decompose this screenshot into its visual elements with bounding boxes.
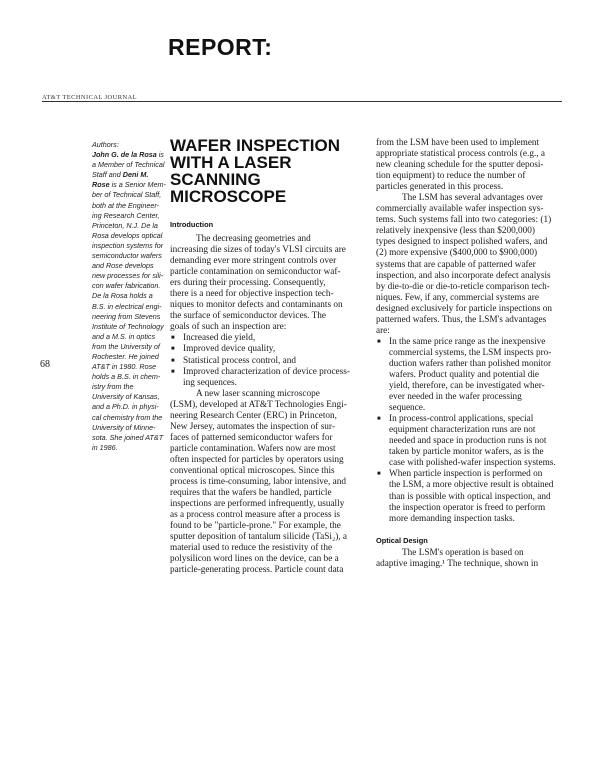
- author-bio-text: and a M.S. in optics: [92, 331, 156, 341]
- report-heading: REPORT:: [168, 34, 273, 60]
- author-bio: [92, 150, 167, 453]
- author-bio-line: [92, 312, 167, 322]
- goals-list: [170, 333, 370, 388]
- list-item-line: ■ Increased die yield,: [183, 333, 256, 344]
- text-line: systems that are capable of patterned wafer: [376, 259, 536, 270]
- text-line: relatively inexpensive (less than $200,000): [376, 226, 536, 237]
- author-bio-line: [92, 211, 167, 221]
- list-item-line: commercial systems, the LSM inspects pro-: [389, 347, 552, 358]
- list-item: [376, 414, 571, 469]
- author-bio-text: neering from Stevens: [92, 311, 161, 321]
- author-bio-line: [92, 382, 167, 392]
- text-line: types designed to inspect polished wafers, and: [376, 237, 548, 248]
- column-left: [170, 219, 370, 576]
- author-name: John G. de la Rosa: [92, 150, 157, 160]
- text-line: the surface of semiconductor devices. The: [170, 311, 326, 322]
- author-bio-text: University of Kansas,: [92, 392, 160, 402]
- author-bio-line: [92, 180, 167, 190]
- author-sidebar: [92, 140, 167, 453]
- text-line: particles generated in this process.: [376, 182, 504, 193]
- list-item-line: taken by particle monitor wafers, as is the: [389, 447, 544, 458]
- author-bio-line: [92, 251, 167, 261]
- list-item-line: more demanding inspection tasks.: [389, 513, 515, 524]
- text-line: appropriate statistical process controls (e.g., a: [376, 149, 546, 160]
- list-item-line: ■ In the same price range as the inexpensive: [389, 336, 546, 347]
- author-bio-text: B.S. in electrical engi-: [92, 301, 162, 311]
- text-line: particle contamination. Wafers now are most: [170, 443, 336, 454]
- text-line: often inspected for particles by operators using: [170, 454, 344, 465]
- text-line: particle contamination on semiconductor waf-: [170, 267, 341, 278]
- author-bio-line: [92, 241, 167, 251]
- page-number: 68: [40, 359, 50, 370]
- text-line: are:: [376, 325, 390, 336]
- author-name: Deni M.: [122, 170, 149, 180]
- header-rule: [42, 101, 562, 102]
- author-bio-line: [92, 190, 167, 200]
- authors-heading: Authors:: [92, 140, 119, 149]
- author-bio-text: con wafer fabrication.: [92, 281, 161, 291]
- author-bio-line: [92, 362, 167, 372]
- list-item: [170, 367, 370, 389]
- text-line: particle-generating process. Particle count data: [170, 565, 344, 576]
- intro-paragraph: [170, 234, 370, 333]
- text-line: (2) more expensive ($400,000 to $900,000): [376, 248, 538, 259]
- author-bio-line: [92, 322, 167, 332]
- author-bio-line: [92, 271, 167, 281]
- list-item: [170, 344, 370, 355]
- text-line: process is time-consuming, labor intensive, and: [170, 477, 346, 488]
- author-bio-line: [92, 413, 167, 423]
- list-item: [376, 337, 571, 414]
- list-item-line: yield, therefore, can be investigated wher-: [389, 381, 545, 392]
- author-bio-line: [92, 231, 167, 241]
- author-bio-text: inspection systems for: [92, 240, 164, 250]
- author-bio-text: sota. She joined AT&T: [92, 432, 164, 442]
- text-line: demanding ever more stringent controls over: [170, 256, 337, 267]
- text-line: The decreasing geometries and: [196, 234, 311, 244]
- author-bio-text: is: [156, 150, 164, 160]
- text-line: niques to monitor defects and contaminants on: [170, 300, 343, 311]
- text-line: there is a need for objective inspection tech-: [170, 289, 334, 300]
- text-line: ers during their processing. Consequently,: [170, 278, 326, 289]
- list-item-line: ■ Statistical process control, and: [183, 355, 297, 366]
- text-line: material used to reduce the resistivity of the: [170, 543, 333, 554]
- advantages-paragraph: [376, 193, 571, 337]
- title-line: WITH A LASER: [170, 153, 292, 172]
- text-line: patterned wafers. Thus, the LSM's advantages: [376, 314, 547, 325]
- text-line: polysilicon word lines on the device, can be a: [170, 554, 339, 565]
- author-bio-text: Princeton, N.J. De la: [92, 220, 158, 230]
- text-line: conventional optical microscopes. Since this: [170, 465, 335, 476]
- text-line: commercially available wafer inspection sys-: [376, 204, 544, 215]
- text-line: inspection, and also incorporate defect analysis: [376, 270, 551, 281]
- text-line: inspections are performed infrequently, usually: [170, 499, 345, 510]
- continued-paragraph: [376, 138, 571, 193]
- list-item-line: ■ Improved device quality,: [183, 344, 276, 355]
- author-bio-text: in 1986.: [92, 442, 118, 452]
- text-line: The LSM's operation is based on: [402, 547, 524, 558]
- text-line: by die-to-die or die-to-reticle comparison tech-: [376, 281, 550, 292]
- article-title: [170, 137, 370, 205]
- author-bio-text: and Rose develops: [92, 261, 154, 271]
- text-line: New Jersey, automates the inspection of sur-: [170, 421, 335, 432]
- text-line: tion equipment) to reduce the number of: [376, 171, 526, 182]
- author-bio-line: [92, 402, 167, 412]
- author-bio-text: from the University of: [92, 341, 160, 351]
- author-bio-text: holds a B.S. in chem-: [92, 372, 161, 382]
- author-bio-text: AT&T in 1980. Rose: [92, 362, 157, 372]
- list-item: [170, 333, 370, 344]
- list-item-line: duction wafers rather than polished monitor: [389, 358, 552, 369]
- author-bio-text: cal chemistry from the: [92, 412, 163, 422]
- author-bio-text: De la Rosa holds a: [92, 291, 153, 301]
- list-item-line: wafers. Product quality and potential die: [389, 369, 540, 380]
- list-item-line: than is possible with optical inspection, and: [389, 491, 551, 502]
- text-line: increasing die sizes of today's VLSI circuits are: [170, 245, 346, 256]
- author-bio-text: ber of Technical Staff,: [92, 190, 162, 200]
- advantages-list: [376, 337, 571, 525]
- author-bio-line: [92, 302, 167, 312]
- author-bio-line: [92, 443, 167, 453]
- author-bio-line: [92, 342, 167, 352]
- author-bio-text: Institute of Technology: [92, 321, 164, 331]
- text-line: niques. Few, if any, commercial systems are: [376, 292, 539, 303]
- text-line: requires that the wafers be handled, particle: [170, 488, 332, 499]
- text-line: new cleaning schedule for the sputter deposi-: [376, 160, 544, 171]
- text-line: The LSM has several advantages over: [402, 193, 544, 204]
- title-line: SCANNING: [170, 170, 261, 189]
- title-line: WAFER INSPECTION: [170, 136, 341, 155]
- author-bio-line: [92, 433, 167, 443]
- optical-paragraph: [376, 548, 571, 570]
- author-bio-line: [92, 170, 167, 180]
- author-bio-text: a Member of Technical: [92, 160, 165, 170]
- journal-name: AT&T TECHNICAL JOURNAL: [42, 94, 137, 101]
- author-name: Rose: [92, 180, 110, 190]
- list-item-line: the inspection operator is freed to perform: [389, 502, 546, 513]
- list-item-line: ing sequences.: [183, 377, 237, 388]
- author-bio-line: [92, 221, 167, 231]
- author-bio-text: semiconductor wafers: [92, 251, 162, 261]
- list-item-line: ■ When particle inspection is performed on: [389, 469, 543, 480]
- list-item: [376, 469, 571, 524]
- text-line: designed exclusively for particle inspections on: [376, 303, 552, 314]
- author-bio-text: and a Ph.D. in physi-: [92, 402, 159, 412]
- text-line: from the LSM have been used to implement: [376, 138, 540, 148]
- author-bio-line: [92, 261, 167, 271]
- list-item-line: the LSM, a more objective result is obtained: [389, 480, 554, 491]
- author-bio-line: [92, 291, 167, 301]
- list-item-line: sequence.: [389, 403, 426, 414]
- author-bio-line: [92, 392, 167, 402]
- title-line: MICROSCOPE: [170, 187, 287, 206]
- author-bio-text: Rosa develops optical: [92, 230, 163, 240]
- author-bio-line: [92, 150, 167, 160]
- text-line: goals of such an inspection are:: [170, 322, 287, 333]
- author-bio-text: both at the Engineer-: [92, 200, 160, 210]
- author-bio-line: [92, 281, 167, 291]
- author-bio-line: [92, 372, 167, 382]
- column-right: [376, 138, 571, 570]
- text-line: found to be "particle-prone." For example, the: [170, 521, 341, 532]
- text-line: tems. Such systems fall into two categories: (1): [376, 215, 552, 226]
- list-item-line: ever needed in the wafer processing: [389, 392, 522, 403]
- list-item-line: needed and space in production runs is not: [389, 436, 547, 447]
- text-line: (LSM), developed at AT&T Technologies Engi-: [170, 399, 347, 410]
- author-bio-line: [92, 201, 167, 211]
- text-line: as a process control measure after a process is: [170, 510, 341, 521]
- section-heading-optical-design: Optical Design: [376, 535, 428, 545]
- list-item-line: case with polished-wafer inspection systems.: [389, 458, 556, 469]
- text-line: neering Research Center (ERC) in Princeton,: [170, 410, 337, 421]
- text-line: faces of patterned semiconductor wafers for: [170, 432, 333, 443]
- author-bio-text: ing Research Center,: [92, 210, 160, 220]
- list-item-line: ■ Improved characterization of device process-: [183, 366, 350, 377]
- list-item-line: ■ In process-control applications, special: [389, 414, 534, 425]
- author-bio-text: istry from the: [92, 382, 134, 392]
- author-bio-text: new processes for sili-: [92, 271, 164, 281]
- author-bio-line: [92, 352, 167, 362]
- author-bio-text: is a Senior Mem-: [109, 180, 166, 190]
- text-line: A new laser scanning microscope: [196, 388, 320, 399]
- lsm-paragraph: [170, 389, 370, 577]
- author-bio-text: Rochester. He joined: [92, 351, 159, 361]
- author-bio-line: [92, 423, 167, 433]
- author-bio-text: University of Minne-: [92, 422, 156, 432]
- text-line: sputter deposition of tantalum silicide (TaSi₂), a: [170, 532, 348, 543]
- list-item: [170, 356, 370, 367]
- author-bio-text: Staff and: [92, 170, 123, 180]
- author-bio-line: [92, 332, 167, 342]
- text-line: adaptive imaging.¹ The technique, shown in: [376, 558, 539, 569]
- section-heading-introduction: Introduction: [170, 220, 214, 229]
- author-bio-line: [92, 160, 167, 170]
- list-item-line: equipment characterization runs are not: [389, 425, 536, 436]
